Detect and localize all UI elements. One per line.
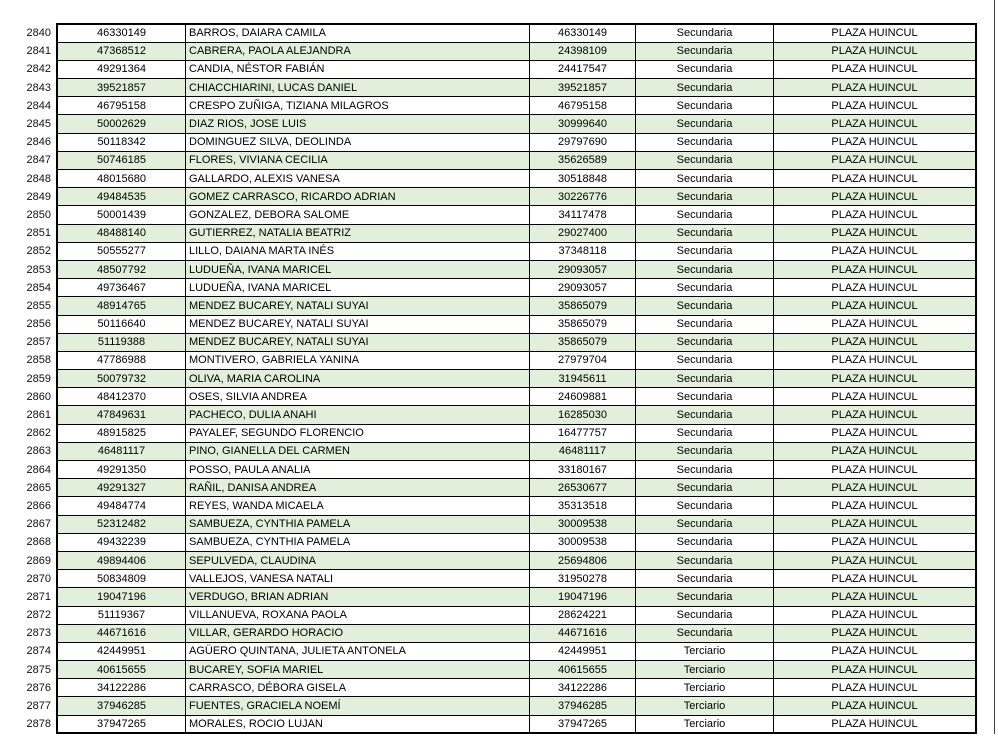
cell-education-level[interactable]: Secundaria xyxy=(636,242,774,260)
table-row xyxy=(0,224,976,242)
cell-full-name[interactable]: LILLO, DAIANA MARTA INÉS xyxy=(186,242,530,260)
cell-document-number-2[interactable]: 35626589 xyxy=(530,151,636,169)
row-header[interactable]: 2843 xyxy=(0,79,57,97)
cell-document-number[interactable]: 37947265 xyxy=(57,715,186,733)
cell-document-number-2[interactable]: 31945611 xyxy=(530,370,636,388)
row-header[interactable]: 2872 xyxy=(0,606,57,624)
row-header[interactable]: 2857 xyxy=(0,333,57,351)
cell-full-name[interactable]: OLIVA, MARIA CAROLINA xyxy=(186,370,530,388)
cell-full-name[interactable]: GUTIERREZ, NATALIA BEATRIZ xyxy=(186,224,530,242)
cell-document-number[interactable]: 34122286 xyxy=(57,679,186,697)
cell-document-number-2[interactable]: 30009538 xyxy=(530,533,636,551)
cell-document-number-2[interactable]: 33180167 xyxy=(530,461,636,479)
table-row xyxy=(0,42,976,60)
cell-document-number-2[interactable]: 31950278 xyxy=(530,570,636,588)
cell-full-name[interactable]: LUDUEÑA, IVANA MARICEL xyxy=(186,279,530,297)
table-row xyxy=(0,442,976,460)
cell-document-number-2[interactable]: 44671616 xyxy=(530,624,636,642)
cell-location[interactable]: PLAZA HUINCUL xyxy=(774,588,977,606)
cell-full-name[interactable]: VILLANUEVA, ROXANA PAOLA xyxy=(186,606,530,624)
row-header[interactable]: 2864 xyxy=(0,461,57,479)
cell-document-number[interactable]: 52312482 xyxy=(57,515,186,533)
cell-full-name[interactable]: CABRERA, PAOLA ALEJANDRA xyxy=(186,42,530,60)
cell-document-number-2[interactable]: 30518848 xyxy=(530,170,636,188)
table-row xyxy=(0,24,976,42)
cell-location[interactable]: PLAZA HUINCUL xyxy=(774,515,977,533)
table-row xyxy=(0,260,976,278)
table-row xyxy=(0,424,976,442)
cell-full-name[interactable]: AGÜERO QUINTANA, JULIETA ANTONELA xyxy=(186,642,530,660)
row-header[interactable]: 2845 xyxy=(0,115,57,133)
cell-full-name[interactable]: BARROS, DAIARA CAMILA xyxy=(186,24,530,42)
cell-document-number[interactable]: 50118342 xyxy=(57,133,186,151)
cell-document-number[interactable]: 49291364 xyxy=(57,60,186,78)
cell-full-name[interactable]: MENDEZ BUCAREY, NATALI SUYAI xyxy=(186,297,530,315)
cell-full-name[interactable]: CANDIA, NÉSTOR FABIÁN xyxy=(186,60,530,78)
cell-document-number-2[interactable]: 29797690 xyxy=(530,133,636,151)
table-row xyxy=(0,642,976,660)
cell-location[interactable]: PLAZA HUINCUL xyxy=(774,188,977,206)
cell-document-number[interactable]: 47849631 xyxy=(57,406,186,424)
cell-location[interactable]: PLAZA HUINCUL xyxy=(774,60,977,78)
cell-document-number[interactable]: 42449951 xyxy=(57,642,186,660)
cell-document-number[interactable]: 48914765 xyxy=(57,297,186,315)
cell-education-level[interactable]: Secundaria xyxy=(636,170,774,188)
cell-education-level[interactable]: Secundaria xyxy=(636,570,774,588)
cell-education-level[interactable]: Secundaria xyxy=(636,606,774,624)
cell-document-number[interactable]: 37946285 xyxy=(57,697,186,715)
cell-document-number[interactable]: 48507792 xyxy=(57,260,186,278)
cell-education-level[interactable]: Terciario xyxy=(636,642,774,660)
table-row xyxy=(0,624,976,642)
cell-document-number[interactable]: 50001439 xyxy=(57,206,186,224)
cell-education-level[interactable]: Secundaria xyxy=(636,151,774,169)
cell-document-number[interactable]: 50116640 xyxy=(57,315,186,333)
cell-full-name[interactable]: GONZALEZ, DEBORA SALOME xyxy=(186,206,530,224)
cell-location[interactable]: PLAZA HUINCUL xyxy=(774,497,977,515)
table-row xyxy=(0,406,976,424)
cell-education-level[interactable]: Terciario xyxy=(636,661,774,679)
row-header[interactable]: 2847 xyxy=(0,151,57,169)
cell-document-number-2[interactable]: 37946285 xyxy=(530,697,636,715)
cell-full-name[interactable]: SEPULVEDA, CLAUDINA xyxy=(186,551,530,569)
table-row xyxy=(0,606,976,624)
row-header[interactable]: 2877 xyxy=(0,697,57,715)
cell-document-number[interactable]: 50079732 xyxy=(57,370,186,388)
cell-location[interactable]: PLAZA HUINCUL xyxy=(774,170,977,188)
cell-document-number-2[interactable]: 16285030 xyxy=(530,406,636,424)
cell-education-level[interactable]: Secundaria xyxy=(636,60,774,78)
table-row xyxy=(0,533,976,551)
row-header[interactable]: 2853 xyxy=(0,260,57,278)
cell-education-level[interactable]: Secundaria xyxy=(636,133,774,151)
cell-full-name[interactable]: PACHECO, DULIA ANAHI xyxy=(186,406,530,424)
cell-location[interactable]: PLAZA HUINCUL xyxy=(774,315,977,333)
cell-education-level[interactable]: Secundaria xyxy=(636,479,774,497)
cell-full-name[interactable]: MORALES, ROCIO LUJAN xyxy=(186,715,530,733)
cell-full-name[interactable]: CARRASCO, DÉBORA GISELA xyxy=(186,679,530,697)
cell-education-level[interactable]: Secundaria xyxy=(636,497,774,515)
table-row xyxy=(0,206,976,224)
cell-document-number[interactable]: 50555277 xyxy=(57,242,186,260)
cell-education-level[interactable]: Secundaria xyxy=(636,279,774,297)
cell-document-number[interactable]: 49291327 xyxy=(57,479,186,497)
cell-full-name[interactable]: PINO, GIANELLA DEL CARMEN xyxy=(186,442,530,460)
table-row xyxy=(0,697,976,715)
cell-education-level[interactable]: Secundaria xyxy=(636,79,774,97)
cell-document-number-2[interactable]: 27979704 xyxy=(530,351,636,369)
cell-document-number-2[interactable]: 39521857 xyxy=(530,79,636,97)
table-row xyxy=(0,570,976,588)
cell-document-number-2[interactable]: 37947265 xyxy=(530,715,636,733)
cell-location[interactable]: PLAZA HUINCUL xyxy=(774,242,977,260)
cell-document-number-2[interactable]: 28624221 xyxy=(530,606,636,624)
cell-education-level[interactable]: Secundaria xyxy=(636,42,774,60)
table-row xyxy=(0,479,976,497)
cell-education-level[interactable]: Secundaria xyxy=(636,533,774,551)
cell-location[interactable]: PLAZA HUINCUL xyxy=(774,370,977,388)
cell-document-number[interactable]: 48915825 xyxy=(57,424,186,442)
cell-document-number[interactable]: 48488140 xyxy=(57,224,186,242)
cell-location[interactable]: PLAZA HUINCUL xyxy=(774,79,977,97)
cell-document-number[interactable]: 51119388 xyxy=(57,333,186,351)
row-header[interactable]: 2846 xyxy=(0,133,57,151)
cell-location[interactable]: PLAZA HUINCUL xyxy=(774,97,977,115)
cell-education-level[interactable]: Secundaria xyxy=(636,424,774,442)
row-header[interactable]: 2848 xyxy=(0,170,57,188)
cell-document-number-2[interactable]: 24609881 xyxy=(530,388,636,406)
row-header[interactable]: 2854 xyxy=(0,279,57,297)
row-header[interactable]: 2859 xyxy=(0,370,57,388)
cell-document-number[interactable]: 46795158 xyxy=(57,97,186,115)
cell-education-level[interactable]: Secundaria xyxy=(636,370,774,388)
cell-document-number-2[interactable]: 34122286 xyxy=(530,679,636,697)
cell-document-number-2[interactable]: 29093057 xyxy=(530,260,636,278)
cell-full-name[interactable]: OSES, SILVIA ANDREA xyxy=(186,388,530,406)
cell-location[interactable]: PLAZA HUINCUL xyxy=(774,115,977,133)
cell-education-level[interactable]: Secundaria xyxy=(636,461,774,479)
cell-document-number-2[interactable]: 46795158 xyxy=(530,97,636,115)
cell-education-level[interactable]: Secundaria xyxy=(636,188,774,206)
cell-location[interactable]: PLAZA HUINCUL xyxy=(774,442,977,460)
cell-document-number-2[interactable]: 35865079 xyxy=(530,333,636,351)
cell-location[interactable]: PLAZA HUINCUL xyxy=(774,661,977,679)
cell-document-number-2[interactable]: 25694806 xyxy=(530,551,636,569)
cell-location[interactable]: PLAZA HUINCUL xyxy=(774,351,977,369)
row-header[interactable]: 2860 xyxy=(0,388,57,406)
cell-document-number[interactable]: 46481117 xyxy=(57,442,186,460)
row-header[interactable]: 2862 xyxy=(0,424,57,442)
cell-full-name[interactable]: SAMBUEZA, CYNTHIA PAMELA xyxy=(186,515,530,533)
cell-document-number-2[interactable]: 30009538 xyxy=(530,515,636,533)
table-body xyxy=(0,24,976,733)
table-row xyxy=(0,370,976,388)
cell-document-number[interactable]: 48412370 xyxy=(57,388,186,406)
table-row xyxy=(0,60,976,78)
cell-full-name[interactable]: MENDEZ BUCAREY, NATALI SUYAI xyxy=(186,333,530,351)
cell-full-name[interactable]: CHIACCHIARINI, LUCAS DANIEL xyxy=(186,79,530,97)
cell-document-number[interactable]: 50746185 xyxy=(57,151,186,169)
cell-full-name[interactable]: PAYALEF, SEGUNDO FLORENCIO xyxy=(186,424,530,442)
table-row xyxy=(0,551,976,569)
cell-education-level[interactable]: Secundaria xyxy=(636,406,774,424)
cell-document-number[interactable]: 50834809 xyxy=(57,570,186,588)
cell-document-number-2[interactable]: 30226776 xyxy=(530,188,636,206)
cell-document-number-2[interactable]: 37348118 xyxy=(530,242,636,260)
row-header[interactable]: 2840 xyxy=(0,24,57,42)
cell-education-level[interactable]: Secundaria xyxy=(636,24,774,42)
cell-education-level[interactable]: Terciario xyxy=(636,679,774,697)
cell-document-number-2[interactable]: 16477757 xyxy=(530,424,636,442)
cell-location[interactable]: PLAZA HUINCUL xyxy=(774,24,977,42)
row-header[interactable]: 2866 xyxy=(0,497,57,515)
cell-location[interactable]: PLAZA HUINCUL xyxy=(774,424,977,442)
cell-document-number-2[interactable]: 30999640 xyxy=(530,115,636,133)
row-header[interactable]: 2851 xyxy=(0,224,57,242)
records-table xyxy=(0,23,977,734)
cell-location[interactable]: PLAZA HUINCUL xyxy=(774,533,977,551)
row-header[interactable]: 2852 xyxy=(0,242,57,260)
table-row xyxy=(0,315,976,333)
row-header[interactable]: 2844 xyxy=(0,97,57,115)
row-header[interactable]: 2863 xyxy=(0,442,57,460)
cell-location[interactable]: PLAZA HUINCUL xyxy=(774,333,977,351)
cell-document-number[interactable]: 47786988 xyxy=(57,351,186,369)
cell-document-number-2[interactable]: 34117478 xyxy=(530,206,636,224)
cell-document-number[interactable]: 49291350 xyxy=(57,461,186,479)
cell-education-level[interactable]: Secundaria xyxy=(636,333,774,351)
cell-location[interactable]: PLAZA HUINCUL xyxy=(774,642,977,660)
row-header[interactable]: 2873 xyxy=(0,624,57,642)
cell-location[interactable]: PLAZA HUINCUL xyxy=(774,388,977,406)
table-row xyxy=(0,151,976,169)
cell-document-number[interactable]: 51119367 xyxy=(57,606,186,624)
table-row xyxy=(0,279,976,297)
table-row xyxy=(0,497,976,515)
cell-document-number[interactable]: 47368512 xyxy=(57,42,186,60)
row-header[interactable]: 2861 xyxy=(0,406,57,424)
cell-document-number[interactable]: 49484774 xyxy=(57,497,186,515)
cell-document-number-2[interactable]: 24398109 xyxy=(530,42,636,60)
cell-education-level[interactable]: Secundaria xyxy=(636,206,774,224)
cell-full-name[interactable]: VALLEJOS, VANESA NATALI xyxy=(186,570,530,588)
table-row xyxy=(0,188,976,206)
cell-full-name[interactable]: SAMBUEZA, CYNTHIA PAMELA xyxy=(186,533,530,551)
cell-full-name[interactable]: VERDUGO, BRIAN ADRIAN xyxy=(186,588,530,606)
cell-location[interactable]: PLAZA HUINCUL xyxy=(774,279,977,297)
cell-location[interactable]: PLAZA HUINCUL xyxy=(774,206,977,224)
cell-education-level[interactable]: Secundaria xyxy=(636,515,774,533)
page-edge-line xyxy=(994,0,995,734)
cell-document-number[interactable]: 49736467 xyxy=(57,279,186,297)
cell-document-number[interactable]: 49484535 xyxy=(57,188,186,206)
cell-document-number[interactable]: 48015680 xyxy=(57,170,186,188)
cell-document-number[interactable]: 49432239 xyxy=(57,533,186,551)
cell-full-name[interactable]: REYES, WANDA MICAELA xyxy=(186,497,530,515)
table-row xyxy=(0,242,976,260)
row-header[interactable]: 2871 xyxy=(0,588,57,606)
cell-document-number-2[interactable]: 46330149 xyxy=(530,24,636,42)
cell-full-name[interactable]: DIAZ RIOS, JOSE LUIS xyxy=(186,115,530,133)
cell-document-number[interactable]: 50002629 xyxy=(57,115,186,133)
cell-location[interactable]: PLAZA HUINCUL xyxy=(774,224,977,242)
cell-document-number-2[interactable]: 35313518 xyxy=(530,497,636,515)
cell-document-number[interactable]: 19047196 xyxy=(57,588,186,606)
cell-location[interactable]: PLAZA HUINCUL xyxy=(774,133,977,151)
cell-location[interactable]: PLAZA HUINCUL xyxy=(774,479,977,497)
cell-document-number-2[interactable]: 29027400 xyxy=(530,224,636,242)
cell-full-name[interactable]: LUDUEÑA, IVANA MARICEL xyxy=(186,260,530,278)
cell-education-level[interactable]: Secundaria xyxy=(636,442,774,460)
cell-document-number-2[interactable]: 46481117 xyxy=(530,442,636,460)
cell-full-name[interactable]: MENDEZ BUCAREY, NATALI SUYAI xyxy=(186,315,530,333)
cell-education-level[interactable]: Secundaria xyxy=(636,551,774,569)
cell-education-level[interactable]: Secundaria xyxy=(636,115,774,133)
cell-education-level[interactable]: Terciario xyxy=(636,715,774,733)
table-row xyxy=(0,588,976,606)
table-row xyxy=(0,388,976,406)
table-row xyxy=(0,115,976,133)
cell-full-name[interactable]: GOMEZ CARRASCO, RICARDO ADRIAN xyxy=(186,188,530,206)
cell-location[interactable]: PLAZA HUINCUL xyxy=(774,42,977,60)
cell-full-name[interactable]: POSSO, PAULA ANALIA xyxy=(186,461,530,479)
cell-document-number-2[interactable]: 35865079 xyxy=(530,297,636,315)
cell-full-name[interactable]: DOMINGUEZ SILVA, DEOLINDA xyxy=(186,133,530,151)
table-row xyxy=(0,333,976,351)
cell-document-number-2[interactable]: 40615655 xyxy=(530,661,636,679)
cell-location[interactable]: PLAZA HUINCUL xyxy=(774,461,977,479)
row-header[interactable]: 2869 xyxy=(0,551,57,569)
table-row xyxy=(0,170,976,188)
table-row xyxy=(0,679,976,697)
cell-document-number-2[interactable]: 24417547 xyxy=(530,60,636,78)
cell-education-level[interactable]: Secundaria xyxy=(636,297,774,315)
cell-full-name[interactable]: BUCAREY, SOFIA MARIEL xyxy=(186,661,530,679)
row-header[interactable]: 2875 xyxy=(0,661,57,679)
cell-document-number-2[interactable]: 42449951 xyxy=(530,642,636,660)
cell-location[interactable]: PLAZA HUINCUL xyxy=(774,151,977,169)
table-row xyxy=(0,351,976,369)
row-header[interactable]: 2868 xyxy=(0,533,57,551)
row-header[interactable]: 2878 xyxy=(0,715,57,733)
cell-education-level[interactable]: Terciario xyxy=(636,697,774,715)
cell-document-number-2[interactable]: 35865079 xyxy=(530,315,636,333)
cell-location[interactable]: PLAZA HUINCUL xyxy=(774,697,977,715)
cell-location[interactable]: PLAZA HUINCUL xyxy=(774,551,977,569)
cell-education-level[interactable]: Secundaria xyxy=(636,224,774,242)
row-header[interactable]: 2842 xyxy=(0,60,57,78)
cell-document-number[interactable]: 44671616 xyxy=(57,624,186,642)
table-row xyxy=(0,661,976,679)
table-row xyxy=(0,297,976,315)
row-header[interactable]: 2841 xyxy=(0,42,57,60)
cell-full-name[interactable]: MONTIVERO, GABRIELA YANINA xyxy=(186,351,530,369)
row-header[interactable]: 2855 xyxy=(0,297,57,315)
table-row xyxy=(0,461,976,479)
cell-full-name[interactable]: VILLAR, GERARDO HORACIO xyxy=(186,624,530,642)
cell-education-level[interactable]: Secundaria xyxy=(636,388,774,406)
cell-full-name[interactable]: GALLARDO, ALEXIS VANESA xyxy=(186,170,530,188)
cell-location[interactable]: PLAZA HUINCUL xyxy=(774,715,977,733)
row-header[interactable]: 2858 xyxy=(0,351,57,369)
row-header[interactable]: 2876 xyxy=(0,679,57,697)
cell-full-name[interactable]: FUENTES, GRACIELA NOEMÍ xyxy=(186,697,530,715)
row-header[interactable]: 2850 xyxy=(0,206,57,224)
cell-location[interactable]: PLAZA HUINCUL xyxy=(774,570,977,588)
cell-education-level[interactable]: Secundaria xyxy=(636,97,774,115)
cell-location[interactable]: PLAZA HUINCUL xyxy=(774,297,977,315)
cell-location[interactable]: PLAZA HUINCUL xyxy=(774,679,977,697)
cell-document-number-2[interactable]: 19047196 xyxy=(530,588,636,606)
table-row xyxy=(0,515,976,533)
row-header[interactable]: 2849 xyxy=(0,188,57,206)
cell-full-name[interactable]: CRESPO ZUÑIGA, TIZIANA MILAGROS xyxy=(186,97,530,115)
cell-document-number-2[interactable]: 26530677 xyxy=(530,479,636,497)
row-header[interactable]: 2870 xyxy=(0,570,57,588)
cell-education-level[interactable]: Secundaria xyxy=(636,315,774,333)
cell-document-number[interactable]: 49894406 xyxy=(57,551,186,569)
cell-location[interactable]: PLAZA HUINCUL xyxy=(774,406,977,424)
cell-document-number[interactable]: 40615655 xyxy=(57,661,186,679)
cell-document-number[interactable]: 46330149 xyxy=(57,24,186,42)
row-header[interactable]: 2867 xyxy=(0,515,57,533)
table-row xyxy=(0,133,976,151)
cell-full-name[interactable]: RAÑIL, DANISA ANDREA xyxy=(186,479,530,497)
cell-full-name[interactable]: FLORES, VIVIANA CECILIA xyxy=(186,151,530,169)
cell-location[interactable]: PLAZA HUINCUL xyxy=(774,624,977,642)
cell-document-number-2[interactable]: 29093057 xyxy=(530,279,636,297)
table-row xyxy=(0,715,976,733)
row-header[interactable]: 2856 xyxy=(0,315,57,333)
row-header[interactable]: 2874 xyxy=(0,642,57,660)
cell-education-level[interactable]: Secundaria xyxy=(636,260,774,278)
cell-location[interactable]: PLAZA HUINCUL xyxy=(774,260,977,278)
row-header[interactable]: 2865 xyxy=(0,479,57,497)
cell-education-level[interactable]: Secundaria xyxy=(636,624,774,642)
cell-document-number[interactable]: 39521857 xyxy=(57,79,186,97)
cell-education-level[interactable]: Secundaria xyxy=(636,588,774,606)
table-row xyxy=(0,79,976,97)
table-row xyxy=(0,97,976,115)
cell-location[interactable]: PLAZA HUINCUL xyxy=(774,606,977,624)
cell-education-level[interactable]: Secundaria xyxy=(636,351,774,369)
